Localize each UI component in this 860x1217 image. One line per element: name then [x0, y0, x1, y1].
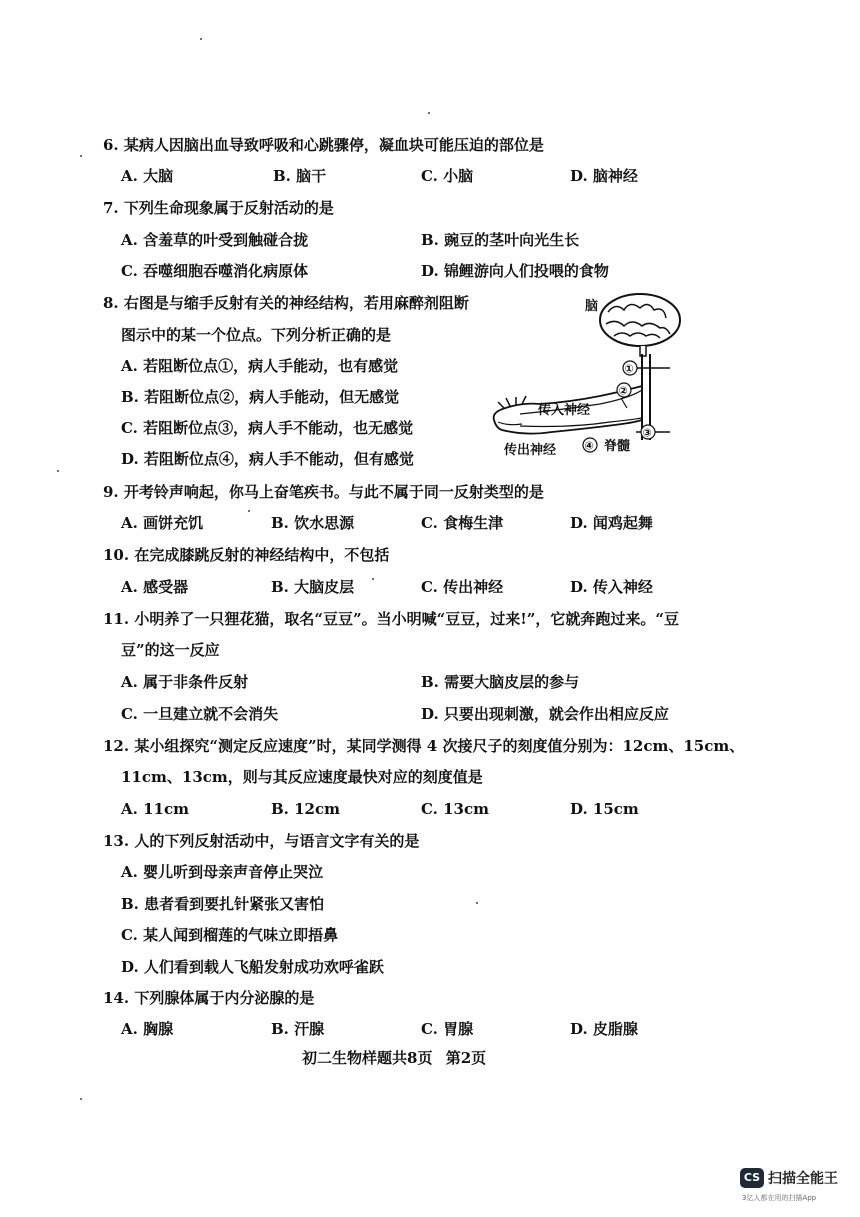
label-spinal-cord: 脊髓	[604, 439, 631, 454]
question-12-stem-line2: 11cm、13cm，则与其反应速度最快对应的刻度值是	[121, 768, 483, 786]
question-11-stem-line1: 11. 小明养了一只狸花猫，取名“豆豆”。当小明喊“豆豆，过来!”，它就奔跑过来。“豆	[103, 610, 680, 628]
q11-option-c: C. 一旦建立就不会消失	[121, 705, 279, 723]
scan-speck	[428, 112, 430, 114]
question-8-stem-line2: 图示中的某一个位点。下列分析正确的是	[121, 326, 392, 344]
q14-option-d: D. 皮脂腺	[570, 1020, 638, 1038]
watermark-tagline: 3亿人都在用的扫描App	[742, 1194, 817, 1202]
marker-2: ②	[618, 384, 628, 398]
q9-option-c: C. 食梅生津	[421, 514, 504, 532]
scan-speck	[57, 470, 59, 472]
watermark-name: 扫描全能王	[768, 1171, 838, 1187]
scan-speck	[372, 578, 374, 580]
question-7-stem: 7. 下列生命现象属于反射活动的是	[103, 199, 334, 217]
q12-option-a: A. 11cm	[121, 800, 189, 818]
q11-option-d: D. 只要出现刺激，就会作出相应反应	[421, 705, 669, 723]
question-14-stem: 14. 下列腺体属于内分泌腺的是	[103, 989, 315, 1007]
scan-speck	[476, 902, 478, 904]
brain-icon	[600, 294, 680, 356]
question-8-stem-line1: 8. 右图是与缩手反射有关的神经结构，若用麻醉剂阻断	[103, 294, 469, 312]
q6-option-b: B. 脑干	[273, 167, 327, 185]
scan-speck	[248, 510, 250, 512]
q6-option-c: C. 小脑	[421, 167, 474, 185]
question-10-stem: 10. 在完成膝跳反射的神经结构中，不包括	[103, 546, 390, 564]
reflex-arc-svg	[490, 290, 690, 470]
marker-1: ①	[624, 362, 634, 376]
marker-3: ③	[642, 426, 652, 440]
q14-option-c: C. 胃腺	[421, 1020, 474, 1038]
q9-option-b: B. 饮水思源	[271, 514, 355, 532]
q10-option-b: B. 大脑皮层	[271, 578, 355, 596]
scanner-watermark	[740, 1167, 850, 1207]
label-brain: 脑	[585, 299, 599, 314]
q10-option-a: A. 感受器	[121, 578, 189, 596]
scan-speck	[200, 38, 202, 40]
camscanner-logo-icon: CS	[740, 1168, 764, 1188]
q7-option-c: C. 吞噬细胞吞噬消化病原体	[121, 262, 309, 280]
q8-option-d: D. 若阻断位点④，病人手不能动，但有感觉	[121, 450, 414, 468]
q7-option-d: D. 锦鲤游向人们投喂的食物	[421, 262, 609, 280]
q7-option-a: A. 含羞草的叶受到触碰合拢	[121, 231, 309, 249]
reflex-arc-diagram	[490, 290, 690, 470]
question-11-stem-line2: 豆”的这一反应	[121, 641, 220, 659]
q8-option-b: B. 若阻断位点②，病人手能动，但无感觉	[121, 388, 400, 406]
q7-option-b: B. 豌豆的茎叶向光生长	[421, 231, 580, 249]
marker-4: ④	[584, 439, 594, 453]
q12-option-d: D. 15cm	[570, 800, 639, 818]
q11-option-b: B. 需要大脑皮层的参与	[421, 673, 580, 691]
page-footer	[302, 1047, 494, 1068]
question-9-stem: 9. 开考铃声响起，你马上奋笔疾书。与此不属于同一反射类型的是	[103, 483, 544, 501]
scan-speck	[80, 155, 82, 157]
q13-option-d: D. 人们看到载人飞船发射成功欢呼雀跃	[121, 958, 384, 976]
q10-option-d: D. 传入神经	[570, 578, 653, 596]
question-13-stem: 13. 人的下列反射活动中，与语言文字有关的是	[103, 832, 420, 850]
q6-option-d: D. 脑神经	[570, 167, 638, 185]
label-efferent: 传出神经	[504, 443, 557, 458]
q8-option-a: A. 若阻断位点①，病人手能动，也有感觉	[121, 357, 399, 375]
q11-option-a: A. 属于非条件反射	[121, 673, 249, 691]
q13-option-b: B. 患者看到要扎针紧张又害怕	[121, 895, 325, 913]
q9-option-d: D. 闻鸡起舞	[570, 514, 653, 532]
q14-option-b: B. 汗腺	[271, 1020, 325, 1038]
q14-option-a: A. 胸腺	[121, 1020, 174, 1038]
scan-speck	[80, 1098, 82, 1100]
q12-option-c: C. 13cm	[421, 800, 489, 818]
q13-option-a: A. 婴儿听到母亲声音停止哭泣	[121, 863, 324, 881]
q9-option-a: A. 画饼充饥	[121, 514, 204, 532]
footer-page-number: 第2页	[445, 1049, 487, 1067]
label-afferent: 传入神经	[538, 403, 591, 418]
q13-option-c: C. 某人闻到榴莲的气味立即捂鼻	[121, 926, 339, 944]
q12-option-b: B. 12cm	[271, 800, 341, 818]
footer-total-pages: 初二生物样题共8页	[302, 1049, 433, 1067]
question-12-stem-line1: 12. 某小组探究“测定反应速度”时，某同学测得 4 次接尺子的刻度值分别为：12cm、15cm、	[103, 737, 745, 755]
q6-option-a: A. 大脑	[121, 167, 174, 185]
question-6-stem: 6. 某病人因脑出血导致呼吸和心跳骤停，凝血块可能压迫的部位是	[103, 136, 544, 154]
q10-option-c: C. 传出神经	[421, 578, 504, 596]
q8-option-c: C. 若阻断位点③，病人手不能动，也无感觉	[121, 419, 414, 437]
